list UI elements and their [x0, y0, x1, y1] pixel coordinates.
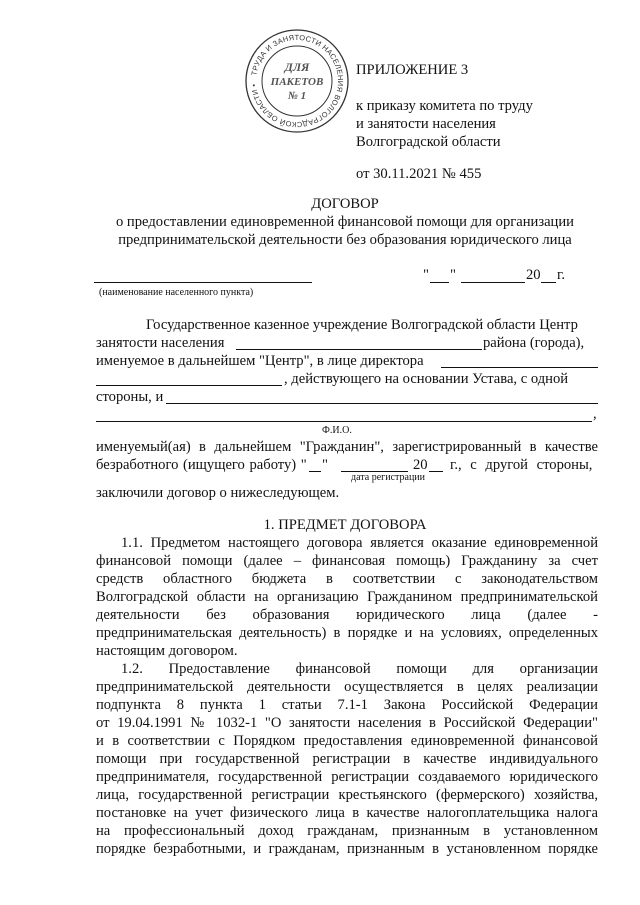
date-year-prefix: 20 [526, 267, 541, 283]
registration-day-field[interactable] [309, 471, 321, 472]
party1-line-2-end: района (города), [483, 335, 585, 351]
citizen-name-field[interactable] [166, 403, 598, 404]
clause-1-2-line: предпринимательской деятельности осуществляется в целях реализации [96, 679, 598, 695]
clause-1-2-line: помощи при государственной регистрации в качестве индивидуального [96, 751, 598, 767]
party2-line-2a: безработного (ищущего работу) " [96, 457, 307, 473]
clause-1-2-line: 1.2. Предоставление финансовой помощи для организации [121, 661, 598, 677]
clause-1-1-line: средств областного бюджета в соответствии с законодательством [96, 571, 598, 587]
section-1-heading: 1. ПРЕДМЕТ ДОГОВОРА [263, 517, 427, 533]
place-caption: (наименование населенного пункта) [99, 287, 254, 298]
date-year-suffix: г. [557, 267, 565, 283]
party1-line-5: стороны, и [96, 389, 164, 405]
clause-1-2-line: лица, государственной регистрации крестьянского (фермерского) хозяйства, [96, 787, 598, 803]
document-title: ДОГОВОР [311, 196, 379, 212]
clause-1-2-line: на профессиональный доход гражданам, признанным в установленном [96, 823, 598, 839]
party2-line-1: именуемый(ая) в дальнейшем "Гражданин", зарегистрированный в качестве [96, 439, 598, 455]
stamp-line-1: ДЛЯ [284, 60, 310, 74]
clause-1-2-line: порядке безработными, и гражданам, признанным в установленном порядке [96, 841, 598, 857]
party2-line-2d: г., с другой стороны, [450, 457, 593, 473]
director-name-field-2[interactable] [96, 385, 282, 386]
date-quote-open: " [423, 267, 429, 283]
registration-year-field[interactable] [429, 471, 443, 472]
clause-1-1-line: деятельности без образования юридического лица (далее - [96, 607, 598, 623]
director-name-field[interactable] [441, 367, 598, 368]
party1-line-6-end: , [593, 406, 597, 422]
fio-caption: Ф.И.О. [322, 425, 352, 436]
date-month-field[interactable] [461, 282, 525, 283]
clause-1-2-line: постановке на учет физического лица в качестве налогоплательщика налога [96, 805, 598, 821]
date-quote-close: " [450, 267, 456, 283]
order-line-2: и занятости населения [356, 116, 496, 132]
document-subtitle-2: предпринимательской деятельности без образования юридического лица [118, 232, 572, 248]
document-subtitle-1: о предоставлении единовременной финансовой помощи для организации [115, 214, 574, 230]
party1-line-1: Государственное казенное учреждение Волгоградской области Центр [146, 317, 578, 333]
clause-1-1-line: Волгоградской области на организацию Гражданином предпринимательской [96, 589, 598, 605]
clause-1-1-line: настоящим договором. [96, 643, 238, 659]
party-conclusion: заключили договор о нижеследующем. [96, 485, 340, 501]
round-stamp [243, 27, 351, 135]
clause-1-2-line: и в соответствии с Порядком предоставления единовременной финансовой [96, 733, 598, 749]
citizen-name-field-2[interactable] [96, 421, 592, 422]
stamp-line-3: № 1 [287, 90, 307, 102]
order-line-3: Волгоградской области [356, 134, 501, 150]
clause-1-2-line: от 19.04.1991 № 1032-1 "О занятости населения в Российской Федерации" [96, 715, 598, 731]
appendix-label: ПРИЛОЖЕНИЕ 3 [356, 62, 469, 78]
stamp-line-2: ПАКЕТОВ [270, 76, 324, 88]
clause-1-1-line: предпринимательская деятельность) в порядке и на условиях, определенных [96, 625, 598, 641]
party2-line-2c: 20 [413, 457, 428, 473]
party2-line-2b: " [322, 457, 328, 473]
date-year-field[interactable] [541, 282, 556, 283]
centre-district-field[interactable] [236, 349, 482, 350]
date-day-field[interactable] [430, 282, 449, 283]
party1-line-2: занятости населения [96, 335, 225, 351]
party1-line-4: , действующего на основании Устава, с одной [284, 371, 569, 387]
clause-1-1-line: 1.1. Предметом настоящего договора является оказание единовременной [121, 535, 598, 551]
registration-date-caption: дата регистрации [351, 472, 426, 483]
clause-1-2-line: предпринимателя, государственной регистрации создаваемого юридического [96, 769, 598, 785]
clause-1-2-line: подпункта 8 пункта 1 статьи 7.1-1 Закона Российской Федерации [96, 697, 598, 713]
clause-1-1-line: финансовой помощи (далее – финансовая помощь) Гражданину за счет [96, 553, 598, 569]
stamp-outer-text: ТРУДА И ЗАНЯТОСТИ НАСЕЛЕНИЯ ВОЛГОГРАДСКОЙ ОБЛАСТИ • [249, 32, 346, 130]
party1-line-3: именуемое в дальнейшем "Центр", в лице директора [96, 353, 424, 369]
order-date: от 30.11.2021 № 455 [356, 166, 482, 182]
order-line-1: к приказу комитета по труду [356, 98, 533, 114]
place-field[interactable] [94, 282, 312, 283]
